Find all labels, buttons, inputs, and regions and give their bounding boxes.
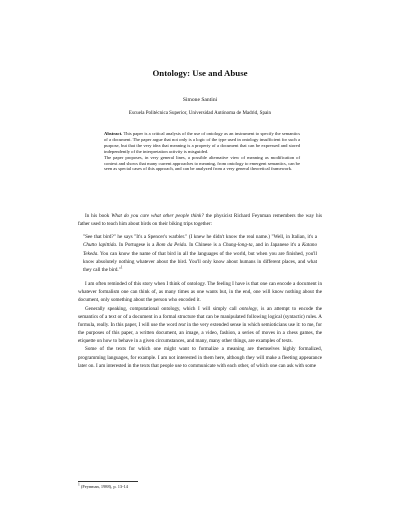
abstract-paragraph-1 xyxy=(104,131,300,155)
quote-text: . You can know the name of that bird in all the languages of the world, but when you are finished, you'll know absolutely nothing whatever about the bird. You'll only know about humans in different places, and what they call the bird." xyxy=(83,250,317,273)
footnote-text: (Feynman, 1988), p. 13-14 xyxy=(80,484,128,489)
book-title: What do you care what other people think? xyxy=(111,213,204,219)
body-italic: ontology xyxy=(239,305,258,312)
footnote-marker[interactable]: 1 xyxy=(120,265,123,270)
quote-italic: Katano Tekeda xyxy=(83,242,317,257)
abstract-label: Abstract. xyxy=(104,131,123,136)
body-text: the physicist Richard Feynman remembers the way his father used to teach him about birds on their biking trips together: xyxy=(78,213,322,228)
body-text: in the very extended sense in which semioticians use it: to me, for the purposes of this paper, a written document, an image, a video, fashion, a series of moves in a chess games, the etiquette on how to behave in a given circumstances, and many, many other things, are examples of texts. xyxy=(78,321,322,345)
footnote-number: 1 xyxy=(78,482,80,487)
paper-title: Ontology: Use and Abuse xyxy=(152,68,248,78)
abstract xyxy=(104,131,300,172)
quote-text: . In Chinese is a xyxy=(186,242,223,249)
body-text: Generally speaking, computational ontology, which I will simply call xyxy=(85,305,240,312)
body-text: , is an attempt to encode the semantics of a text or of a document in a formal structure that can be manipulated following logical (syntactic) rules. A formula, really. In this paper, I will use the word xyxy=(78,305,322,328)
abstract-paragraph-2: The paper proposes, in very general lines, a possible alternative view of meaning as modification of context and shows that many current approaches to meaning, from ontology to emergent semantics, can be seen as special cases of this approach, and can be analyzed from a very general theoretical framework. xyxy=(104,154,300,172)
body-paragraph-4: Some of the texts for which one might want to formalize a meaning are themselves highly formalized, programming languages, for example. I am not interested in them here, although they will make a fleeting appearance later on. I am interested in the texts that people use to communicate with each other, of which one can ask with some xyxy=(78,346,322,369)
author-name: Simone Santini xyxy=(182,97,218,103)
body-italic: text xyxy=(178,321,186,328)
body-text: In his book xyxy=(85,213,112,219)
quote-text: "See that bird?" he says "It's a Spencer's warbler." (I knew he didn't know the real name.) "Well, in Italian, it's a xyxy=(83,234,317,241)
body-paragraph-3 xyxy=(78,305,322,346)
footnote xyxy=(78,484,322,490)
quote-italic: Chung-long-ta xyxy=(222,242,253,249)
quote-text: . In Portugese is a xyxy=(115,242,157,249)
quote-italic: Chutto lapittida xyxy=(83,242,116,249)
abstract-text-1: This paper is a critical analysis of the use of ontology as an instrument to specify the semantics of a document. The paper argue that not only is a logic of the type used in ontology insufficient for such a purpose, but that the very idea that meaning is a property of a document that can be expressed and stored independently of the interpretation activity is misguided. xyxy=(104,131,300,154)
body-paragraph-1 xyxy=(78,212,322,228)
main-body xyxy=(78,212,322,370)
quote-italic: Bom da Peida xyxy=(156,242,187,249)
quote-text: , and in Japanese it's a xyxy=(252,242,302,249)
body-paragraph-2: I am often reminded of this story when I think of ontology. The feeling I have is that one can encode a document in whatever formalism one can think of, as many times as one wants but, in the end, one will know nothing about the document, only something about the person who encoded it. xyxy=(78,281,322,304)
author-affiliation: Escuela Politécnica Superior, Universidad Autónoma de Madrid, Spain xyxy=(128,111,272,116)
feynman-quote xyxy=(83,233,317,274)
footnote-divider xyxy=(78,481,138,482)
quote-paragraph xyxy=(83,233,317,274)
